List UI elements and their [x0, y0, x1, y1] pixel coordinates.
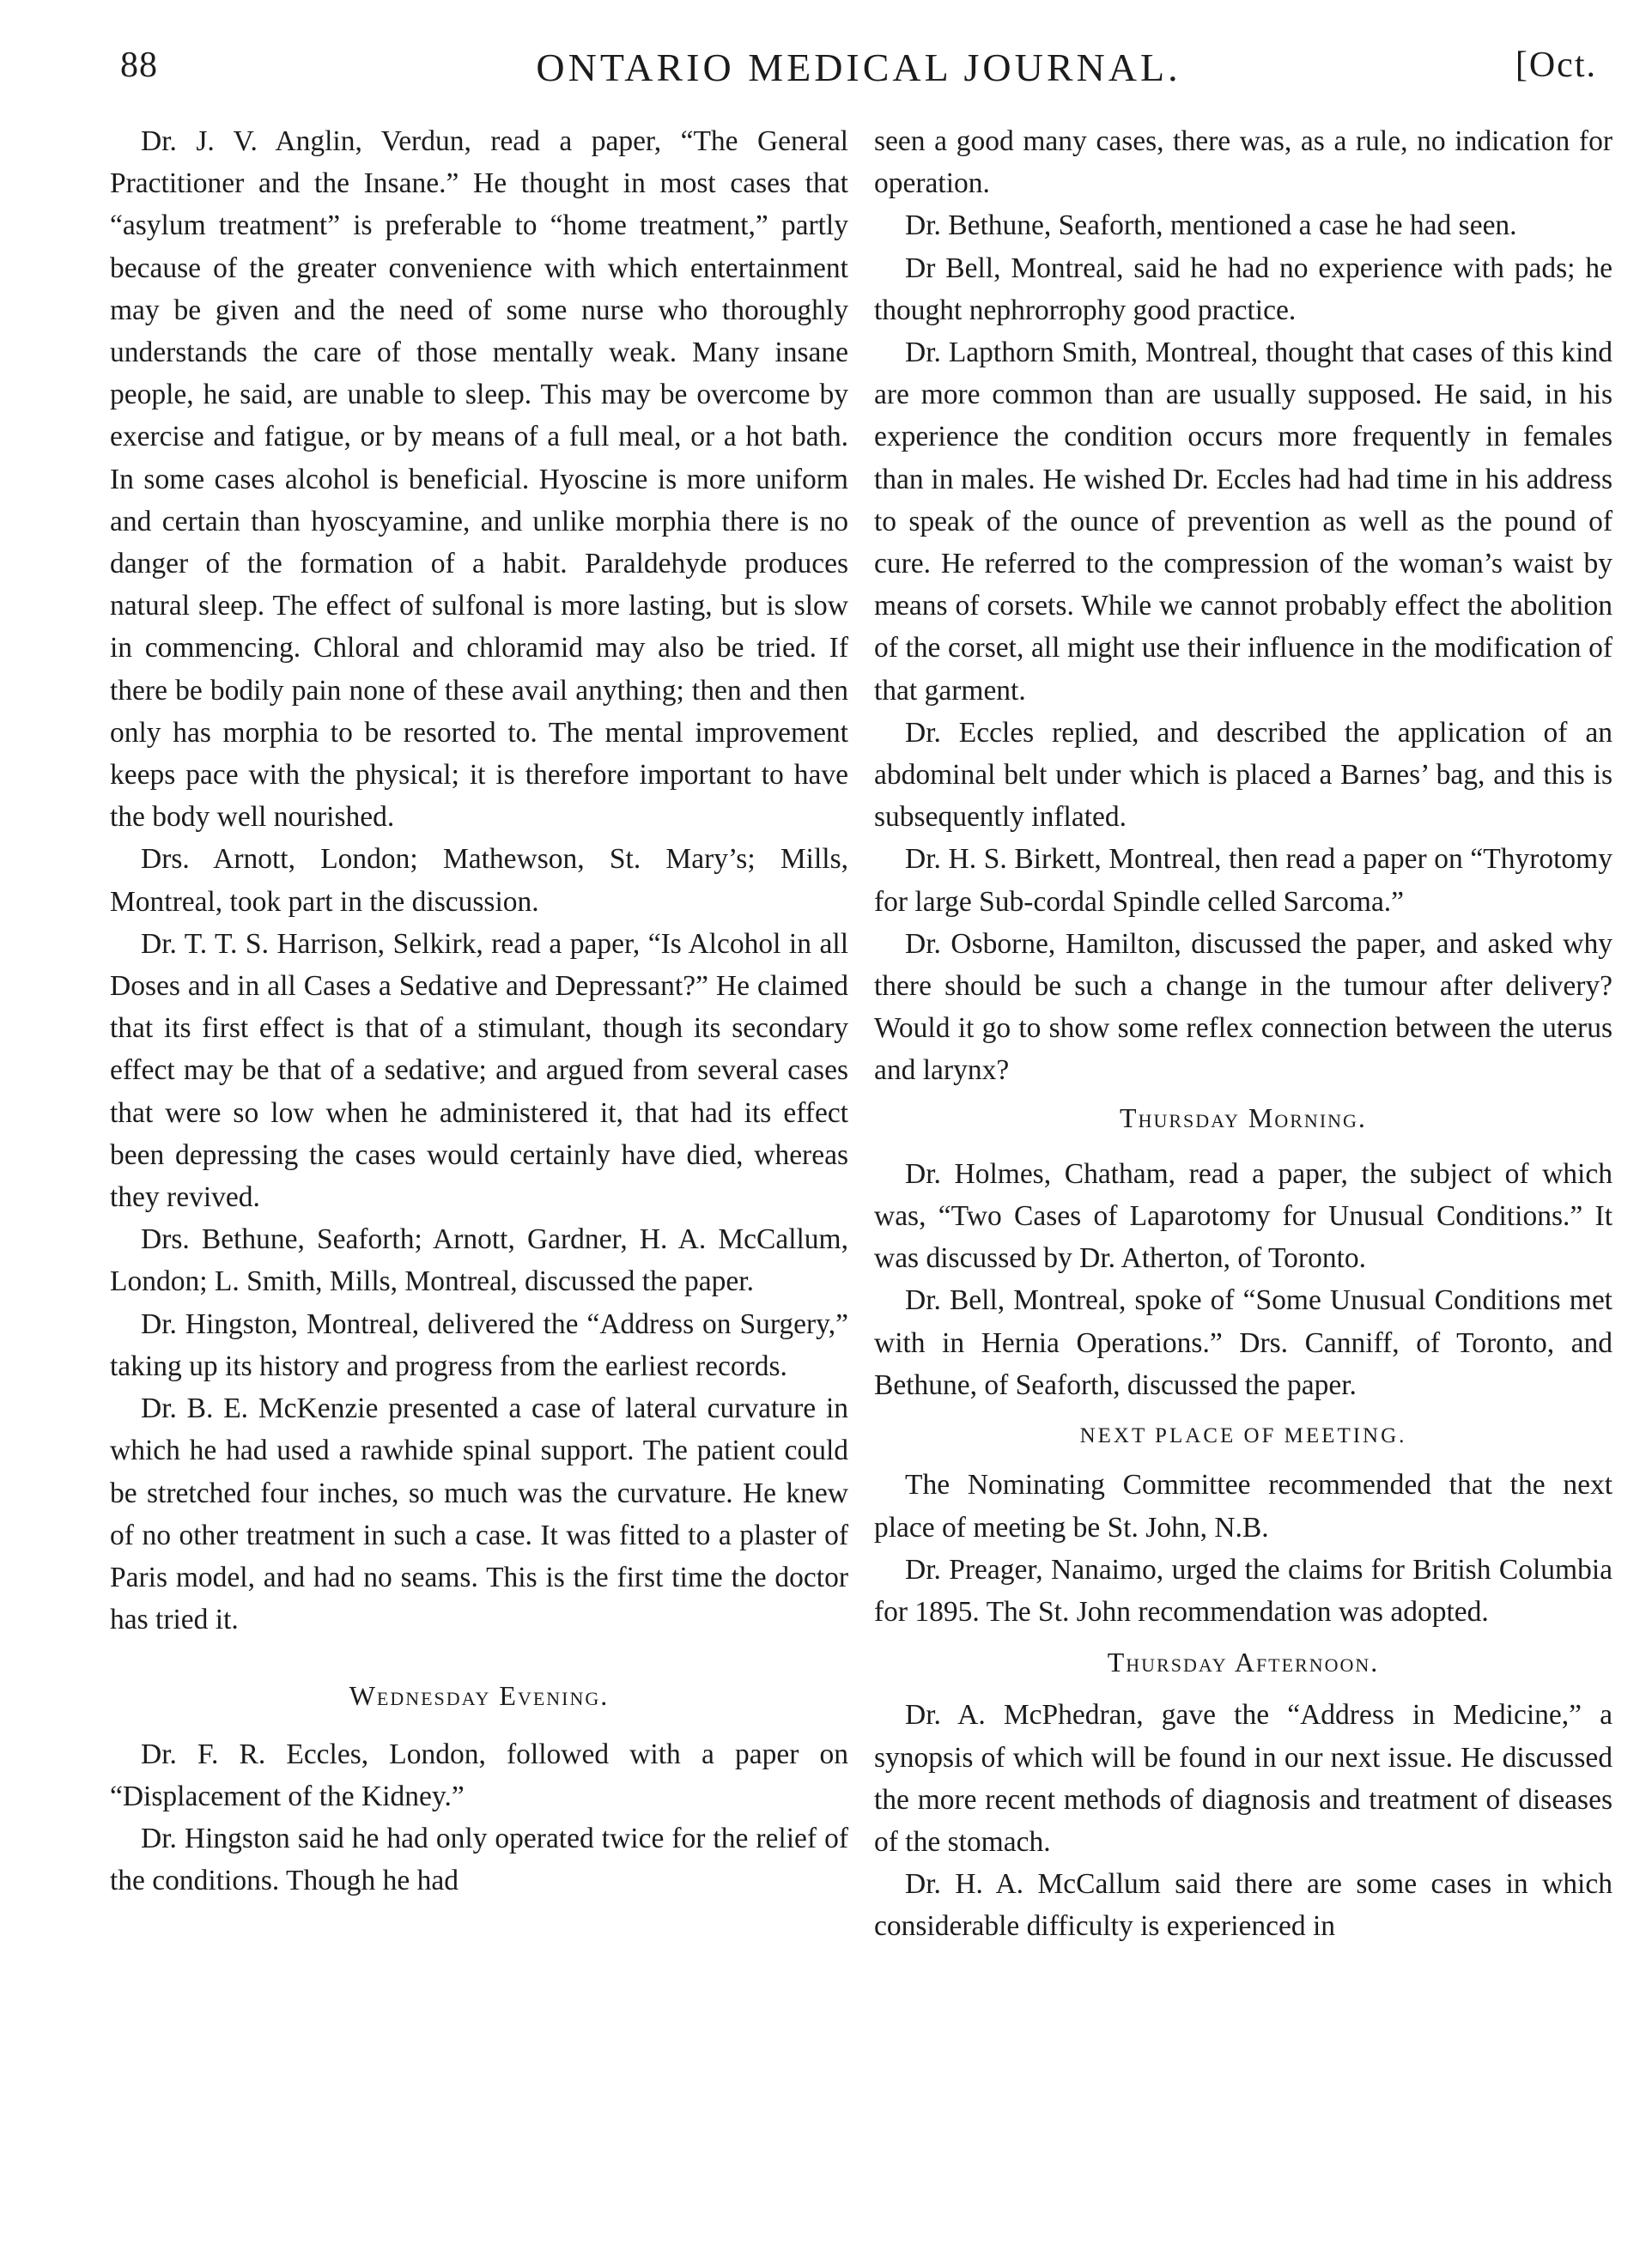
running-head [120, 45, 1597, 113]
paragraph-discussion-anglin: Drs. Arnott, London; Mathewson, St. Mary’s; Mills, Montreal, took part in the discussion. [110, 843, 848, 918]
paragraph-preager: Dr. Preager, Nanaimo, urged the claims for British Columbia for 1895. The St. John recommendation was adopted. [874, 1553, 1613, 1628]
paragraph-lapthorn-smith: Dr. Lapthorn Smith, Montreal, thought that cases of this kind are more common than are usually supposed. He said, in his experience the condition occurs more frequently in females than in males. He wished Dr. Eccles had had time in his address to speak of the ounce of prevention as well as the pound of cure. He referred to the compression of the woman’s waist by means of corsets. While we cannot probably effect the abolition of the corset, all might use their influence in the modification of that garment. [874, 337, 1613, 707]
paragraph-hingston-reply: Dr. Hingston said he had only operated twice for the relief of the conditions. Though he had [110, 1822, 848, 1897]
paragraph-discussion-harrison: Drs. Bethune, Seaforth; Arnott, Gardner, H. A. McCallum, London; L. Smith, Mills, Montreal, discussed the paper. [110, 1223, 848, 1298]
paragraph-bell-pads: Dr Bell, Montreal, said he had no experience with pads; he thought nephrorrophy good practice. [874, 252, 1613, 326]
paragraph-bethune: Dr. Bethune, Seaforth, mentioned a case he had seen. [905, 209, 1517, 242]
paragraph-eccles: Dr. F. R. Eccles, London, followed with a paper on “Displacement of the Kidney.” [110, 1738, 848, 1812]
journal-title: ONTARIO MEDICAL JOURNAL. [536, 46, 1181, 89]
paragraph-osborne: Dr. Osborne, Hamilton, discussed the paper, and asked why there should be such a change in the tumour after delivery? Would it go to show some reflex connection between the uterus and larynx? [874, 927, 1613, 1087]
paragraph-bell-hernia: Dr. Bell, Montreal, spoke of “Some Unusual Conditions met with in Hernia Operations.” Drs. Canniff, of Toronto, and Bethune, of Seaforth, discussed the paper. [874, 1284, 1613, 1401]
paragraph-birkett: Dr. H. S. Birkett, Montreal, then read a paper on “Thyrotomy for large Sub-cordal Spindle celled Sarcoma.” [874, 843, 1613, 918]
heading-next-place-of-meeting: NEXT PLACE OF MEETING. [1079, 1424, 1407, 1448]
paragraph-nominating-committee: The Nominating Committee recommended that the next place of meeting be St. John, N.B. [874, 1469, 1613, 1544]
issue-month: [Oct. [1515, 46, 1597, 85]
paragraph-eccles-reply: Dr. Eccles replied, and described the application of an abdominal belt under which is placed a Barnes’ bag, and this is subsequently inflated. [874, 716, 1613, 834]
paragraph-mccallum: Dr. H. A. McCallum said there are some cases in which considerable difficulty is experienced in [874, 1868, 1613, 1943]
heading-wednesday-evening: Wednesday Evening. [349, 1680, 610, 1712]
heading-thursday-morning: Thursday Morning. [1120, 1101, 1367, 1133]
paragraph-anglin: Dr. J. V. Anglin, Verdun, read a paper, “The General Practitioner and the Insane.” He thought in most cases that “asylum treatment” is preferable to “home treatment,” partly because of the greater convenience with which entertainment may be given and the need of some nurse who thoroughly understands the care of those mentally weak. Many insane people, he said, are unable to sleep. This may be overcome by exercise and fatigue, or by means of a full meal, or a hot bath. In some cases alcohol is beneficial. Hyoscine is more uniform and certain than hyoscyamine, and unlike morphia there is no danger of the formation of a habit. Paraldehyde produces natural sleep. The effect of sulfonal is more lasting, but is slow in commencing. Chloral and chloramid may also be tried. If there be bodily pain none of these avail anything; then and then only has morphia to be resorted to. The mental improvement keeps pace with the physical; it is therefore important to have the body well nourished. [110, 125, 848, 834]
paragraph-harrison: Dr. T. T. S. Harrison, Selkirk, read a paper, “Is Alcohol in all Doses and in all Cases a Sedative and Depressant?” He claimed that its first effect is that of a stimulant, though its secondary effect may be that of a sedative; and argued from several cases that were so low when he administered it, that had its effect been depressing the cases would certainly have died, whereas they revived. [110, 927, 848, 1214]
heading-thursday-afternoon: Thursday Afternoon. [1107, 1647, 1380, 1678]
left-column [110, 120, 848, 1902]
page-number: 88 [120, 46, 158, 85]
paragraph-hingston-address: Dr. Hingston, Montreal, delivered the “Address on Surgery,” taking up its history and progress from the earliest records. [110, 1308, 848, 1382]
right-column [874, 120, 1613, 1948]
paragraph-mcphedran: Dr. A. McPhedran, gave the “Address in Medicine,” a synopsis of which will be found in our next issue. He discussed the more recent methods of diagnosis and treatment of diseases of the stomach. [874, 1699, 1613, 1858]
paragraph-mckenzie: Dr. B. E. McKenzie presented a case of lateral curvature in which he had used a rawhide spinal support. The patient could be stretched four inches, so much was the curvature. He knew of no other treatment in such a case. It was fitted to a plaster of Paris model, and had no seams. This is the first time the doctor has tried it. [110, 1393, 848, 1636]
paragraph-continued: seen a good many cases, there was, as a rule, no indication for operation. [874, 125, 1613, 200]
paragraph-holmes: Dr. Holmes, Chatham, read a paper, the subject of which was, “Two Cases of Laparotomy for Unusual Conditions.” It was discussed by Dr. Atherton, of Toronto. [874, 1157, 1613, 1275]
